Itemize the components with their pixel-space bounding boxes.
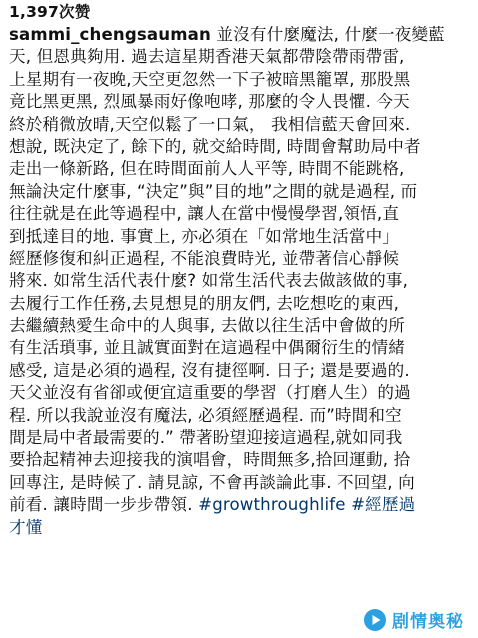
hashtag-experience-continued[interactable]: 才懂 <box>9 517 43 537</box>
caption-line: 無論決定什麼事, “決定”與”目的地”之間的就是過程, 而 <box>9 181 418 201</box>
username-link[interactable]: sammi_chengsauman <box>9 25 211 44</box>
caption-line: 間是局中者最需要的.” 帶著盼望迎接這過程,就如同我 <box>9 428 403 448</box>
caption-line: 有生活瑣事, 並且誠實面對在這過程中偶爾衍生的情緒 <box>9 338 405 358</box>
caption-line: 上星期有一夜晚,天空更忽然一下子被暗黑籠罩, 那股黑 <box>9 69 411 89</box>
caption-line: 竟比黑更黑, 烈風暴雨好像咆哮, 那麼的令人畏懼. 今天 <box>9 92 410 112</box>
caption-line: 走出一條新路, 但在時間面前人人平等, 時間不能跳格, <box>9 159 405 179</box>
caption-line: 感受, 這是必須的過程, 沒有捷徑啊. 日子; 還是要過的. <box>9 360 410 380</box>
play-circle-icon <box>363 608 387 632</box>
caption-line: 天父並沒有省卻或便宜這重要的學習（打磨人生）的過 <box>9 383 411 403</box>
caption-line: 去履行工作任務,去見想見的朋友們, 去吃想吃的東西, <box>9 293 400 313</box>
post-caption <box>9 24 471 539</box>
caption-line: 想說, 既決定了, 餘下的, 就交給時間, 時間會幫助局中者 <box>9 136 421 156</box>
caption-line: 天, 但恩典夠用. 過去這星期香港天氣都帶陰帶雨帶雷, <box>9 47 405 67</box>
watermark-text: 剧情奥秘 <box>392 612 464 632</box>
caption-text: 前看. 讓時間一步步帶領. <box>9 495 199 515</box>
instagram-post <box>9 0 471 539</box>
site-watermark <box>359 605 468 634</box>
caption-line: 回專注, 是時候了. 請見諒, 不會再談論此事. 不回望, 向 <box>9 472 415 492</box>
caption-line <box>9 24 471 46</box>
hashtag-growthroughlife[interactable]: #growthroughlife <box>198 495 346 515</box>
caption-line: 經歷修復和糾正過程, 不能浪費時光, 並帶著信心靜候 <box>9 248 400 268</box>
caption-line: 終於稍微放晴,天空似鬆了一口氣， 我相信藍天會回來. <box>9 114 411 134</box>
caption-line: 往往就是在此等過程中, 讓人在當中慢慢學習,領悟,直 <box>9 204 400 224</box>
caption-line: 到抵達目的地. 事實上, 亦必須在「如常地生活當中」 <box>9 226 400 246</box>
caption-line: 去繼續熱愛生命中的人與事, 去做以往生活中會做的所 <box>9 316 405 336</box>
caption-line <box>9 517 471 539</box>
caption-line: 程. 所以我說並沒有魔法, 必須經歷過程. 而”時間和空 <box>9 405 402 425</box>
caption-line: 將來. 如常生活代表什麼? 如常生活代表去做該做的事, <box>9 271 409 291</box>
caption-line <box>9 494 471 516</box>
hashtag-experience[interactable]: #經歷過 <box>345 495 416 515</box>
caption-text: 並沒有什麼魔法, 什麼一夜變藍 <box>210 25 445 44</box>
caption-line: 要拾起精神去迎接我的演唱會，時間無多,拾回運動, 拾 <box>9 450 411 470</box>
like-count[interactable]: 1,397次赞 <box>9 3 91 21</box>
